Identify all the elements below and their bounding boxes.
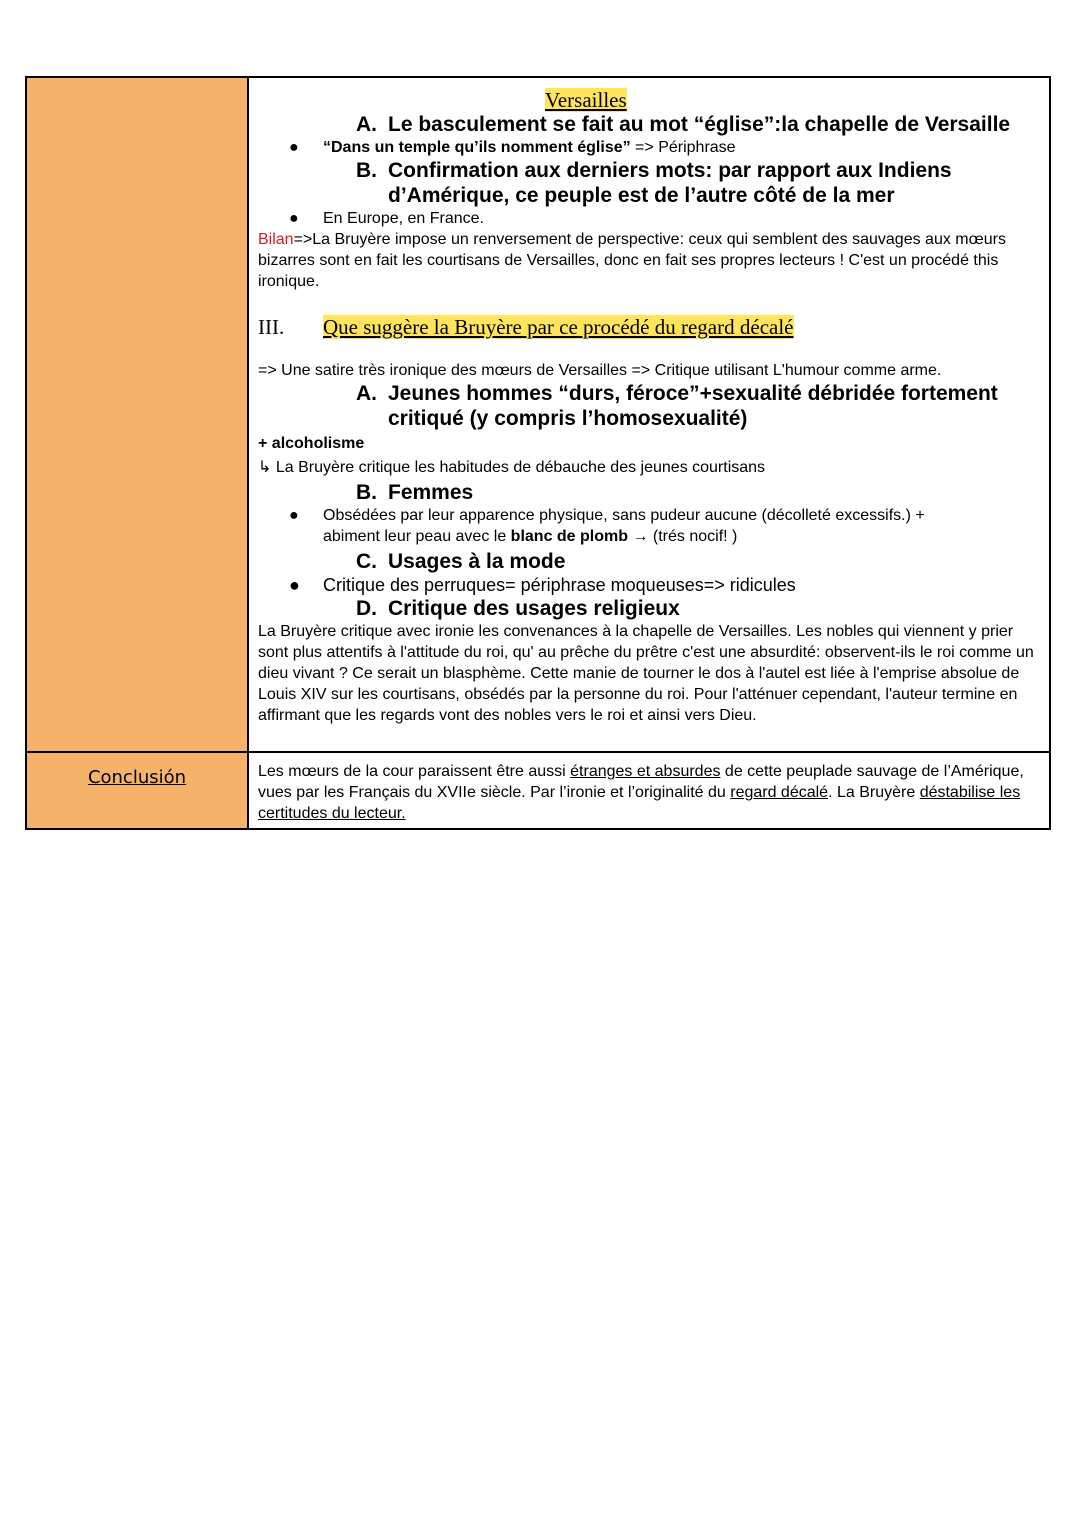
bullet-item: ● Obsédées par leur apparence physique, sans pudeur aucune (décolleté excessifs.) + abiment leur peau avec le blanc de plomb → (trés nocif! ) [289, 507, 925, 545]
satire-intro: => Une satire très ironique des mœurs de Versailles => Critique utilisant L'humour comme arme. [258, 362, 942, 379]
alcohol-line: + alcoholisme [258, 435, 365, 452]
religious-paragraph: La Bruyère critique avec ironie les convenances à la chapelle de Versailles. Les nobles qui viennent y prier sont plus attentifs à l'attitude du roi, qu' au prêche du prêtre c'est une absurdité: observent-ils le roi comme un dieu vivant ? Ce serait un blasphème. Cette manie de tourner le dos à l'autel est liée à l'emprise absolue de Louis XIV sur les courtisans, obsédés par la personne du roi. Pour l'atténuer cependant, l'auteur termine en affirmant que les regards vont des nobles vers le roi et ainsi vers Dieu. [258, 623, 1034, 724]
conclusion-row [26, 752, 1050, 829]
subheading-d: D. Critique des usages religieux [356, 597, 680, 620]
left-cell-empty [26, 77, 248, 752]
subheading-b: B. Femmes [356, 481, 474, 504]
subheading-a: A. Jeunes hommes “durs, féroce”+sexualité débridée fortement [356, 382, 998, 405]
development-row [26, 77, 1050, 752]
versailles-heading: Versailles [545, 88, 627, 112]
subheading-c: C. Usages à la mode [356, 550, 566, 573]
conclusion-label: Conclusión [87, 767, 187, 788]
development-cell [248, 77, 1050, 752]
subheading-b-cont: d’Amérique, ce peuple est de l’autre côté de la mer [388, 184, 895, 207]
bullet-item: ● “Dans un temple qu’ils nomment église” => Périphrase [289, 139, 736, 156]
subheading-a-cont: critiqué (y compris l’homosexualité) [388, 407, 748, 430]
conclusion-text: Les mœurs de la cour paraissent être aussi étranges et absurdes de cette peuplade sauvage de l’Amérique, vues par les Français du XVIIe siècle. Par l’ironie et l’originalité du regard décalé. La Bruyère déstabilise les certitudes du lecteur. [258, 763, 1024, 822]
bullet-item: ● En Europe, en France. [289, 210, 484, 227]
subheading-b: B. Confirmation aux derniers mots: par rapport aux Indiens [356, 159, 952, 182]
conclusion-cell [248, 752, 1050, 829]
bullet-item: ● Critique des perruques= périphrase moqueuses=> ridicules [289, 575, 796, 595]
bilan-paragraph: Bilan=>La Bruyère impose un renversement de perspective: ceux qui semblent des sauvages aux mœurs bizarres sont en fait les courtisans de Versailles, donc en fait ses propres lecteurs ! C'est un procédé this ironique. [258, 231, 1006, 290]
arrow-line: ↳ La Bruyère critique les habitudes de débauche des jeunes courtisans [258, 459, 766, 476]
section-three-heading: III. Que suggère la Bruyère par ce procédé du regard décalé [258, 315, 794, 339]
conclusion-label-cell [26, 752, 248, 829]
subheading-a: A. Le basculement se fait au mot “église”:la chapelle de Versaille [356, 113, 1011, 136]
notes-table [25, 76, 1051, 830]
